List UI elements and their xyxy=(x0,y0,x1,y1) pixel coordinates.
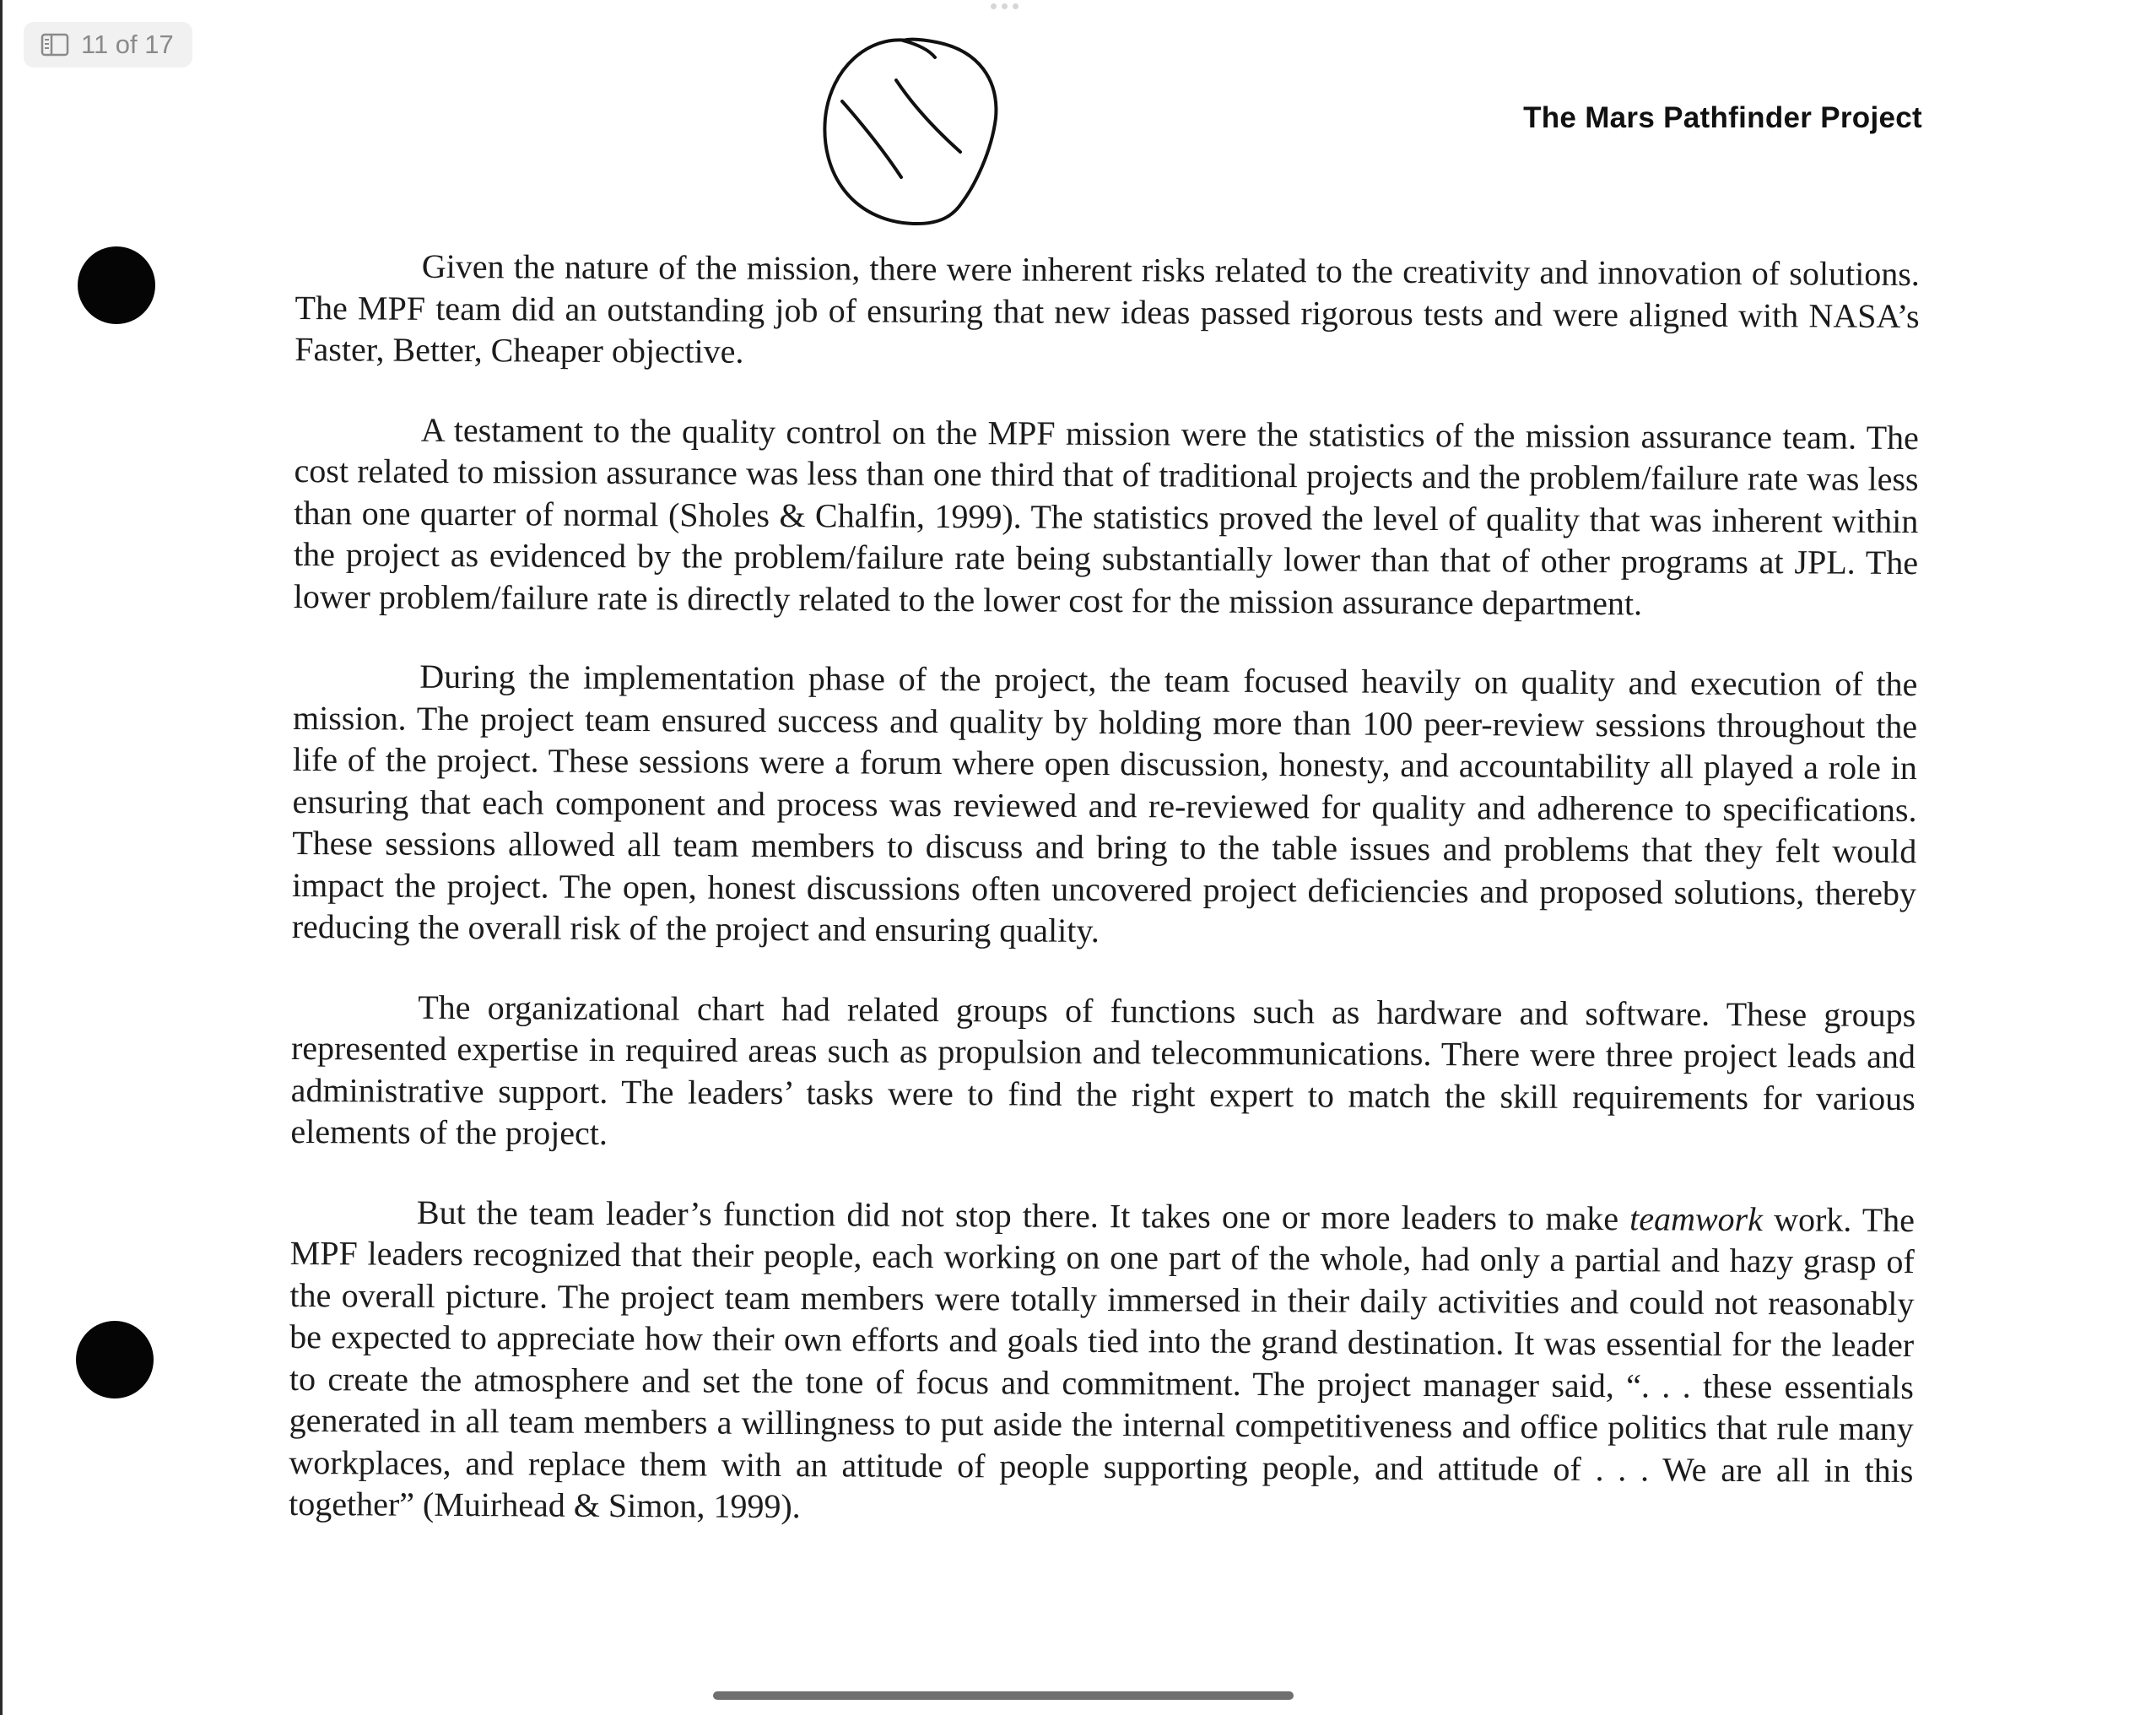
page-indicator-label: 11 of 17 xyxy=(81,30,174,59)
grabber-dot xyxy=(1013,3,1019,9)
home-indicator-bar[interactable] xyxy=(713,1691,1294,1700)
paragraph-4: The organizational chart had related groups of functions such as hardware and software. These groups represented expertise in required areas such as propulsion and telecommunications. There were three project leads and administrative support. The leaders’ tasks were to find the right expert to match the skill requirements for various elements of the project. xyxy=(290,987,1916,1152)
document-body xyxy=(289,245,1920,1572)
binder-hole-bottom xyxy=(76,1321,154,1399)
paragraph-1: Given the nature of the mission, there were inherent risks related to the creativity and innovation of solutions. The MPF team did an outstanding job of ensuring that new ideas passed rigorous tests and were aligned with NASA’s Faster, Better, Cheaper objective. xyxy=(294,246,1920,371)
paragraph-2: A testament to the quality control on the MPF mission were the statistics of the mission assurance team. The cost related to mission assurance was less than one third that of traditional projects and the problem/failure rate was less than one quarter of normal (Sholes & Chalfin, 1999). The statistics proved the level of quality that was inherent within the project as evidenced by the problem/failure rate being substantially lower than that of other programs at JPL. The lower problem/failure rate is directly related to the lower cost for the mission assurance department. xyxy=(293,410,1919,622)
grabber-dot xyxy=(1002,3,1008,9)
page-left-edge xyxy=(0,0,3,1715)
running-header: The Mars Pathfinder Project xyxy=(1523,101,1922,134)
top-grabber-handle[interactable] xyxy=(987,3,1021,10)
grabber-dot xyxy=(991,3,997,9)
sidebar-pages-icon xyxy=(41,33,69,57)
binder-hole-top xyxy=(78,246,155,324)
paragraph-5-rest: work. The MPF leaders recognized that their people, each working on one part of the whole, had only a partial and hazy grasp of the overall picture. The project team members were totally immersed in their daily activities and could not reasonably be expected to appreciate how their own efforts and goals tied into the grand destination. It was essential for the leader to create the atmosphere and set the tone of focus and commitment. The project manager said, “. . . these essentials generated in all team members a willingness to put aside the internal competitiveness and office politics that rule many workplaces, and replace them with an attitude of people supporting people, and attitude of . . . We are all in this together” (Muirhead & Simon, 1999). xyxy=(289,1199,1916,1526)
italic-teamwork: teamwork xyxy=(1629,1198,1764,1238)
page-indicator-button[interactable] xyxy=(24,22,192,68)
paragraph-5-start: But the team leader’s function did not stop there. It takes one or more leaders to make xyxy=(416,1193,1630,1237)
pen-circle-annotation xyxy=(819,34,1004,236)
paragraph-3: During the implementation phase of the project, the team focused heavily on quality and execution of the mission. The project team ensured success and quality by holding more than 100 peer-review sessions throughout the life of the project. These sessions were a forum where open discussion, honesty, and accountability all played a role in ensuring that each component and process was reviewed and re-reviewed for quality and adherence to specifications. These sessions allowed all team members to discuss and bring to the table issues and problems that they felt would impact the project. The open, honest discussions often uncovered project deficiencies and proposed solutions, thereby reducing the overall risk of the project and ensuring quality. xyxy=(291,657,1918,949)
paragraph-5 xyxy=(289,1190,1915,1533)
